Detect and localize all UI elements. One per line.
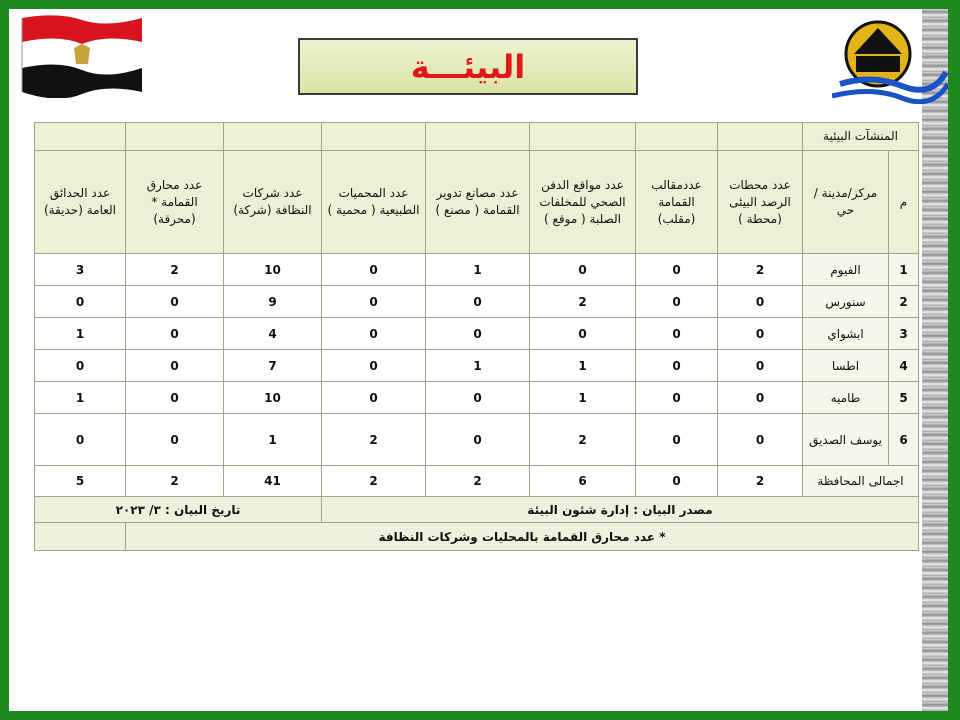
cell-reserves: 0 [322, 382, 426, 414]
cell-stations: 2 [718, 254, 803, 286]
cell-dumps: 0 [636, 350, 718, 382]
cell-landfill: 1 [530, 350, 636, 382]
cell-recycling: 0 [426, 318, 530, 350]
row-num: 1 [889, 254, 919, 286]
cell-stations: 0 [718, 414, 803, 466]
header-landfill: عدد مواقع الدفن الصحي للمخلفات الصلبة ( موقع ) [530, 151, 636, 254]
total-gardens: 5 [35, 466, 126, 497]
total-reserves: 2 [322, 466, 426, 497]
table-row [35, 414, 919, 466]
header-city: مركز/مدينة / حي [803, 151, 889, 254]
column-header-row [35, 151, 919, 254]
cell-gardens: 1 [35, 382, 126, 414]
cell-stations: 0 [718, 382, 803, 414]
table-row [35, 350, 919, 382]
header-gardens: عدد الحدائق العامة (حديقة) [35, 151, 126, 254]
total-row [35, 466, 919, 497]
cell-landfill: 0 [530, 318, 636, 350]
total-incinerators: 2 [126, 466, 224, 497]
row-city: طاميه [803, 382, 889, 414]
group-header-row [35, 123, 919, 151]
cell-reserves: 0 [322, 254, 426, 286]
cell-reserves: 0 [322, 286, 426, 318]
governorate-logo-icon [832, 14, 948, 104]
row-num: 2 [889, 286, 919, 318]
group-header: المنشآت البيئية [803, 123, 919, 151]
table-row [35, 318, 919, 350]
cell-gardens: 0 [35, 350, 126, 382]
cell-cleaning: 4 [224, 318, 322, 350]
cell-cleaning: 7 [224, 350, 322, 382]
cell-incinerators: 0 [126, 382, 224, 414]
footnote-row [35, 523, 919, 551]
cell-cleaning: 10 [224, 254, 322, 286]
row-num: 5 [889, 382, 919, 414]
cell-incinerators: 0 [126, 318, 224, 350]
header-num: م [889, 151, 919, 254]
cell-cleaning: 9 [224, 286, 322, 318]
source-row [35, 497, 919, 523]
cell-reserves: 2 [322, 414, 426, 466]
cell-landfill: 0 [530, 254, 636, 286]
cell-gardens: 1 [35, 318, 126, 350]
row-city: اطسا [803, 350, 889, 382]
cell-stations: 0 [718, 286, 803, 318]
cell-incinerators: 0 [126, 286, 224, 318]
cell-incinerators: 0 [126, 350, 224, 382]
egypt-flag-icon [18, 12, 146, 98]
cell-gardens: 0 [35, 286, 126, 318]
cell-reserves: 0 [322, 318, 426, 350]
footnote: * عدد محارق القمامة بالمحليات وشركات النظافة [126, 523, 919, 551]
header-stations: عدد محطات الرصد البيئى (محطة ) [718, 151, 803, 254]
row-city: يوسف الصديق [803, 414, 889, 466]
cell-recycling: 0 [426, 286, 530, 318]
row-city: ابشواي [803, 318, 889, 350]
row-num: 3 [889, 318, 919, 350]
header-dumps: عددمقالب القمامة (مقلب) [636, 151, 718, 254]
title-banner [298, 38, 638, 95]
cell-incinerators: 2 [126, 254, 224, 286]
cell-recycling: 0 [426, 414, 530, 466]
decorative-stripe [922, 9, 948, 711]
page-title: البيئـــة [410, 47, 526, 86]
cell-cleaning: 1 [224, 414, 322, 466]
total-label: اجمالى المحافظة [803, 466, 919, 497]
total-cleaning: 41 [224, 466, 322, 497]
cell-dumps: 0 [636, 286, 718, 318]
total-dumps: 0 [636, 466, 718, 497]
cell-landfill: 2 [530, 286, 636, 318]
cell-recycling: 0 [426, 382, 530, 414]
header-cleaning: عدد شركات النظافة (شركة) [224, 151, 322, 254]
cell-recycling: 1 [426, 350, 530, 382]
total-landfill: 6 [530, 466, 636, 497]
total-recycling: 2 [426, 466, 530, 497]
row-city: سنورس [803, 286, 889, 318]
environment-table [34, 122, 919, 551]
cell-dumps: 0 [636, 382, 718, 414]
total-stations: 2 [718, 466, 803, 497]
table-row [35, 254, 919, 286]
table-row [35, 382, 919, 414]
cell-landfill: 2 [530, 414, 636, 466]
header-reserves: عدد المحميات الطبيعية ( محمية ) [322, 151, 426, 254]
row-num: 4 [889, 350, 919, 382]
cell-recycling: 1 [426, 254, 530, 286]
cell-dumps: 0 [636, 318, 718, 350]
cell-incinerators: 0 [126, 414, 224, 466]
cell-reserves: 0 [322, 350, 426, 382]
cell-stations: 0 [718, 318, 803, 350]
table-row [35, 286, 919, 318]
header-recycling: عدد مصانع تدوير القمامة ( مصنع ) [426, 151, 530, 254]
data-date: تاريخ البيان : ٣/ ٢٠٢٣ [35, 497, 322, 523]
header-incinerators: عدد محارق القمامة * (محرقة) [126, 151, 224, 254]
cell-dumps: 0 [636, 414, 718, 466]
row-num: 6 [889, 414, 919, 466]
cell-landfill: 1 [530, 382, 636, 414]
cell-stations: 0 [718, 350, 803, 382]
data-source: مصدر البيان : إدارة شئون البيئة [322, 497, 919, 523]
row-city: الفيوم [803, 254, 889, 286]
cell-dumps: 0 [636, 254, 718, 286]
cell-gardens: 0 [35, 414, 126, 466]
cell-gardens: 3 [35, 254, 126, 286]
cell-cleaning: 10 [224, 382, 322, 414]
